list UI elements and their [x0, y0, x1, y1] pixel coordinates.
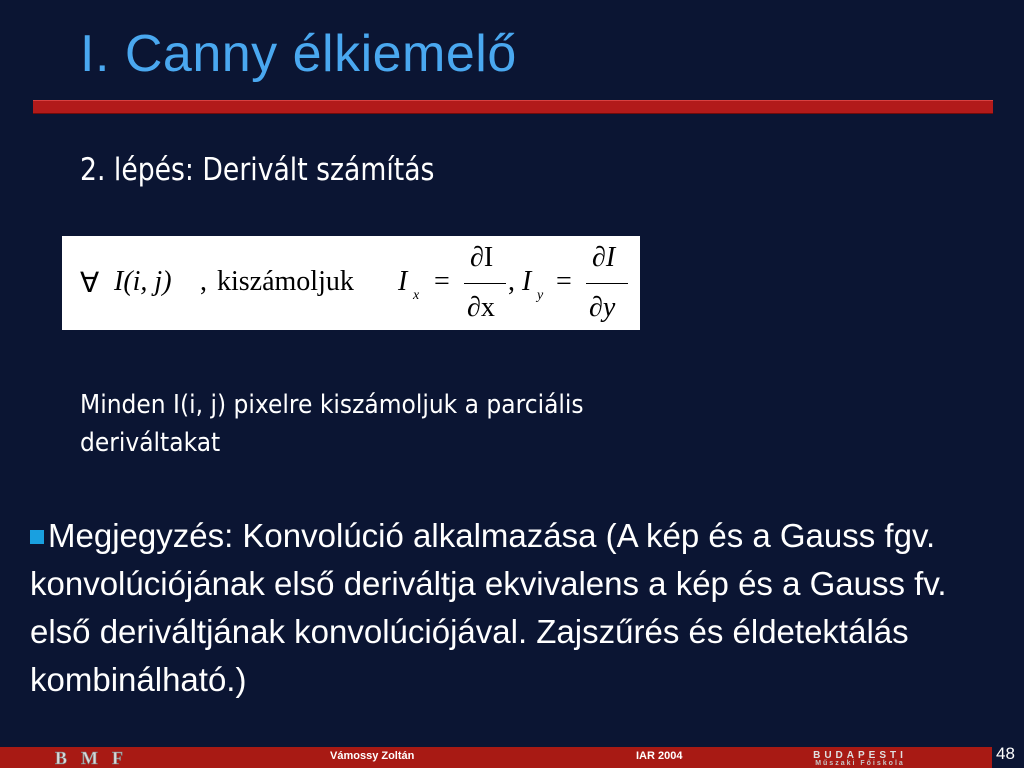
equals-sign-2: = — [556, 266, 572, 297]
bmf-logo — [16, 749, 176, 766]
bullet-square-icon — [30, 530, 44, 544]
fraction1-bar — [464, 283, 506, 284]
remark-text: Megjegyzés: Konvolúció alkalmazása (A kép és a Gauss fgv. konvolúciójának első deriváltja ekvivalens a kép és a Gauss fv. első deriváltjának konvolúciójával. Zajszűrés és éldetektálás kombinálható.) — [30, 517, 947, 698]
fraction1-denominator: ∂x — [467, 292, 495, 323]
remark-paragraph — [30, 512, 990, 704]
step-subtitle: 2. lépés: Derivált számítás — [80, 152, 435, 188]
formula-comma: , — [200, 266, 207, 297]
iy-symbol: I — [522, 266, 532, 297]
budapesti-logo — [760, 749, 970, 766]
title-divider — [33, 100, 993, 114]
iy-subscript: y — [537, 288, 544, 303]
ix-symbol: I — [398, 266, 408, 297]
forall-symbol: ∀ — [80, 268, 100, 299]
fraction2-denominator: ∂y — [589, 292, 616, 323]
fraction2-numerator: ∂I — [592, 242, 616, 273]
equals-sign-1: = — [434, 266, 450, 297]
explanation-text: Minden I(i, j) pixelre kiszámoljuk a parciális deriváltakat — [80, 390, 584, 458]
ix-subscript: x — [413, 288, 420, 303]
footer-course: IAR 2004 — [636, 750, 683, 762]
budapesti-logo-line2: Műszaki Főiskola — [815, 760, 905, 766]
formula-word: kiszámoljuk — [217, 266, 354, 297]
bmf-logo-text: BMF — [55, 749, 137, 766]
fraction2-bar — [586, 283, 628, 284]
page-number: 48 — [996, 744, 1015, 763]
footer-author: Vámossy Zoltán — [330, 750, 415, 762]
formula-separator: , — [508, 266, 515, 297]
budapesti-logo-line1: BUDAPESTI — [813, 750, 907, 761]
derivative-formula — [62, 236, 640, 330]
fraction1-numerator: ∂I — [470, 242, 494, 273]
pixel-expression: I(i, j) — [114, 266, 172, 297]
slide-title: I. Canny élkiemelő — [80, 25, 517, 83]
